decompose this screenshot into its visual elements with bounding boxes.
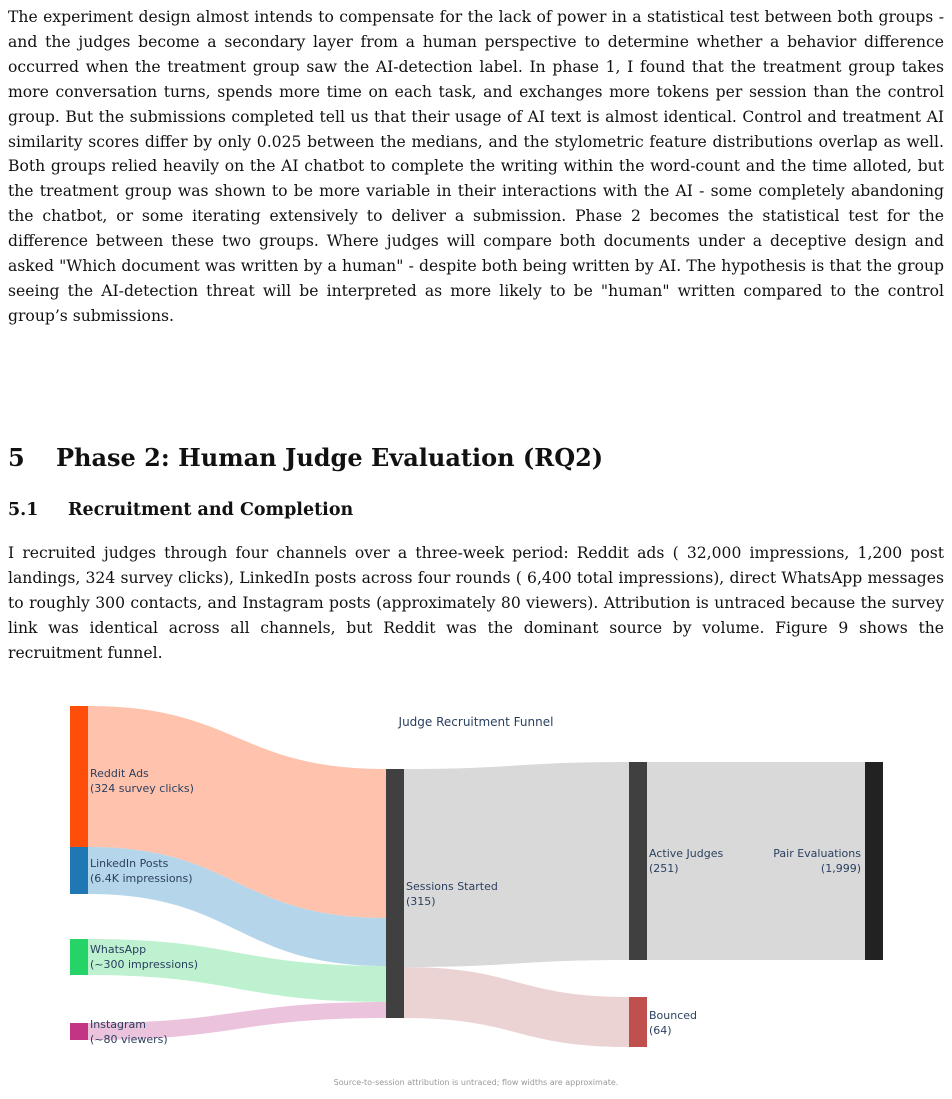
subsection-heading — [8, 500, 353, 520]
node-label-sessions-line2: (315) — [406, 895, 436, 908]
section-title: Phase 2: Human Judge Evaluation (RQ2) — [56, 443, 604, 472]
link-sessions-active — [404, 762, 629, 967]
chart-title: Judge Recruitment Funnel — [398, 715, 554, 729]
subsection-title: Recruitment and Completion — [68, 500, 354, 520]
link-active-pairs — [647, 762, 865, 960]
figure-recruitment-funnel — [0, 700, 952, 1094]
node-label-bounced — [649, 1009, 697, 1037]
node-active — [629, 762, 647, 960]
node-label-active-line2: (251) — [649, 862, 679, 875]
node-label-active-line1: Active Judges — [649, 847, 724, 860]
recruitment-paragraph: I recruited judges through four channels over a three-week period: Reddit ads ( 32,000 impressions, 1,200 post landings, 324 survey clicks), LinkedIn posts across four rounds ( 6,400 total impressions), direct WhatsApp messages to roughly 300 contacts, and Instagram posts (approximately 80 viewers). Attribution is untraced because the survey link was identical across all channels, but Reddit was the dominant source by volume. Figure 9 shows the recruitment funnel. — [8, 544, 944, 662]
node-reddit — [70, 706, 88, 847]
sankey-chart — [0, 700, 952, 1094]
node-label-whatsapp-line2: (~300 impressions) — [90, 958, 199, 971]
node-label-sessions-line1: Sessions Started — [406, 880, 498, 893]
sankey-links — [88, 706, 865, 1047]
node-pairs — [865, 762, 883, 960]
node-instagram — [70, 1023, 88, 1040]
node-bounced — [629, 997, 647, 1047]
node-label-reddit-line2: (324 survey clicks) — [90, 782, 194, 795]
node-label-reddit-line1: Reddit Ads — [90, 767, 149, 780]
node-whatsapp — [70, 939, 88, 975]
node-label-pairs-line1: Pair Evaluations — [773, 847, 861, 860]
section-heading — [8, 443, 603, 472]
section-number: 5 — [8, 443, 25, 472]
subsection-number: 5.1 — [8, 500, 39, 520]
link-sessions-bounced — [404, 967, 629, 1047]
node-label-linkedin-line1: LinkedIn Posts — [90, 857, 169, 870]
node-label-whatsapp-line1: WhatsApp — [90, 943, 147, 956]
node-sessions — [386, 769, 404, 1018]
node-label-linkedin-line2: (6.4K impressions) — [90, 872, 193, 885]
node-label-instagram-line2: (~80 viewers) — [90, 1033, 168, 1046]
node-linkedin — [70, 847, 88, 894]
node-label-bounced-line2: (64) — [649, 1024, 672, 1037]
node-label-instagram-line1: Instagram — [90, 1018, 146, 1031]
node-label-pairs-line2: (1,999) — [820, 862, 861, 875]
node-label-bounced-line1: Bounced — [649, 1009, 698, 1022]
chart-footnote: Source-to-session attribution is untraced; flow widths are approximate. — [333, 1078, 619, 1087]
intro-paragraph: The experiment design almost intends to compensate for the lack of power in a statistical test between both groups - and the judges become a secondary layer from a human perspective to determine whether a behavior difference occurred when the treatment group saw the AI-detection label. In phase 1, I found that the treatment group takes more conversation turns, spends more time on each task, and exchanges more tokens per session than the control group. But the submissions completed tell us that their usage of AI text is almost identical. Control and treatment AI similarity scores differ by only 0.025 between the medians, and the stylometric feature distributions overlap as well. Both groups relied heavily on the AI chatbot to complete the writing within the word-count and the time alloted, but the treatment group was shown to be more variable in their interactions with the AI - some completely abandoning the chatbot, or some iterating extensively to deliver a submission. Phase 2 becomes the statistical test for the difference between these two groups. Where judges will compare both documents under a deceptive design and asked "Which document was written by a human" - despite both being written by AI. The hypothesis is that the group seeing the AI-detection threat will be interpreted as more likely to be "human" written compared to the control group’s submissions. — [8, 8, 944, 325]
